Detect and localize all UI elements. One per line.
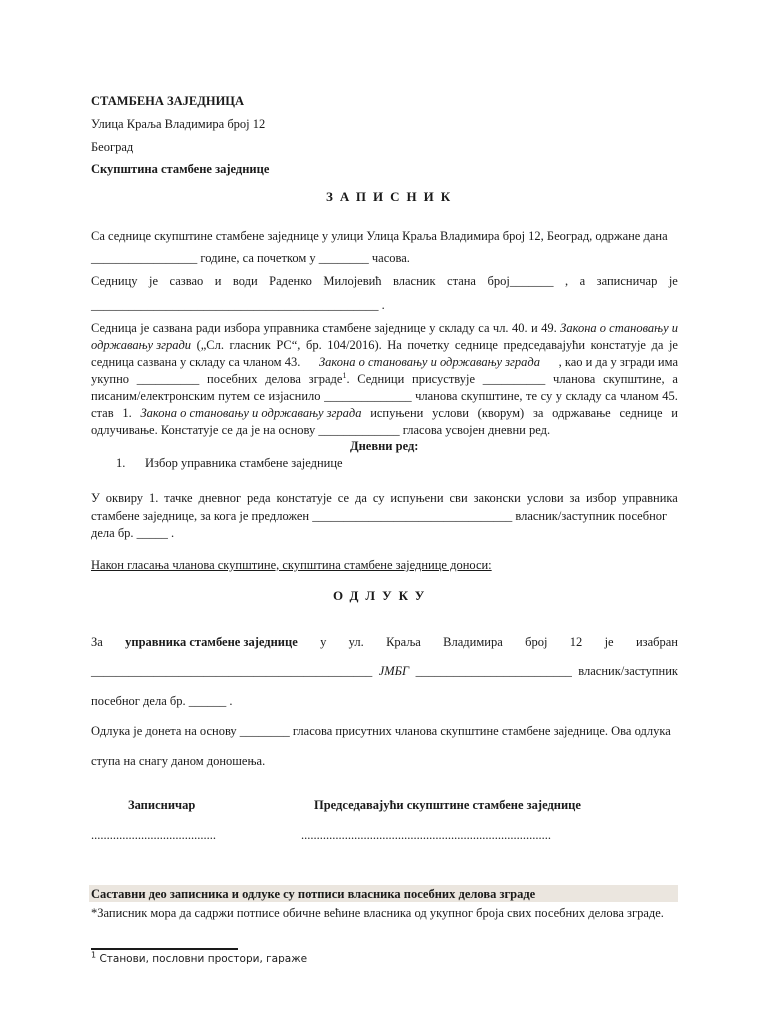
decision-line-3: посебног дела бр. ______ . [91,694,233,708]
footnote [91,950,308,965]
recorder-label: Записничар [128,798,196,812]
point-line-2: стамбене заједнице, за кога је предложен ________________________________ власник/заступник посебног [91,509,668,523]
footnote-ref: 1 [342,370,347,380]
intro-line-4: ______________________________________________ . [91,298,385,312]
para-line-7: одлучивање. Констатује се да је на основу _____________ гласова усвојен дневни ред. [91,423,551,437]
after-vote-line: Након гласања чланова скупштине, скупштина стамбене заједнице доноси: [91,558,492,572]
point-line-3: дела бр. _____ . [91,526,175,540]
document-title: ЗАПИСНИК [326,189,458,204]
para-line-2: одржавању згради („Сл. гласник РС“, бр. 104/2016). На почетку седнице председавајући констатује да је [91,338,678,352]
agenda-item-1: Избор управника стамбене заједнице [145,456,343,470]
closing-note: *Записник мора да садржи потписе обичне већине власника од укупног броја свих посебних делова зграде. [91,906,664,920]
point-line-1: У оквиру 1. тачке дневног реда констатује се да су испуњени сви законски услови за избор управника [91,491,678,505]
intro-line-2: _________________ године, са почетком у ________ часова. [91,251,410,265]
footnote-number: 1 [91,950,97,960]
para-line-6: став 1. Закона о становању и одржавању зграда испуњени услови (кворум) за одржавање седнице и [91,406,678,420]
org-body: Скупштина стамбене заједнице [91,162,270,176]
intro-line-3: Седницу је сазвао и води Раденко Милојевић власник стана број_______ , а записничар је [91,274,678,288]
para-line-1: Седница је сазвана ради избора управника стамбене заједнице у складу са чл. 40. и 49. Закона о становању и [91,321,678,335]
para-line-3: седница сазвана у складу са чланом 43. Закона о становању и одржавању зграда , као и да у згради има [91,355,678,369]
org-name: СТАМБЕНА ЗАЈЕДНИЦА [91,94,245,108]
para-line-4: укупно __________ посебних делова зграде$^1$. Седници присуствује __________ чланова скупштине, а [91,370,678,386]
decision-line-5: ступа на снагу даном доношења. [91,754,266,768]
decision-line-2: _____________________________________________ ЈМБГ _________________________ власник/заступник [91,664,678,678]
agenda-item-number: 1. [116,456,126,470]
org-address: Улица Краља Владимира број 12 [91,117,266,131]
w: Седница [91,321,137,335]
footnote-text: Станови, пословни простори, гараже [99,953,308,965]
closing-bold-note: Саставни део записника и одлуке су потписи власника посебних делова зграде [91,887,536,901]
org-city: Београд [91,140,134,154]
chair-signature-line: ................................................................................ [301,828,551,842]
agenda-heading: Дневни ред: [350,439,419,453]
decision-line-1: За управника стамбене заједнице у ул. Краља Владимира број 12 је изабран [91,635,678,649]
chair-label: Председавајући скупштине стамбене заједнице [314,798,581,812]
recorder-signature-line: ........................................ [91,828,216,842]
para-line-5: писаним/електронским путем се изјаснило ______________ чланова скупштине, те су у складу са чланом 45. [91,389,678,403]
footnote-separator [91,948,238,950]
decision-line-4: Одлука је донета на основу ________ гласова присутних чланова скупштине стамбене заједнице. Ова одлука [91,724,671,738]
intro-line-1: Са седнице скупштине стамбене заједнице у улици Улица Краља Владимира број 12, Београд, одржане дана [91,229,668,243]
decision-title: ОДЛУКУ [333,588,432,603]
